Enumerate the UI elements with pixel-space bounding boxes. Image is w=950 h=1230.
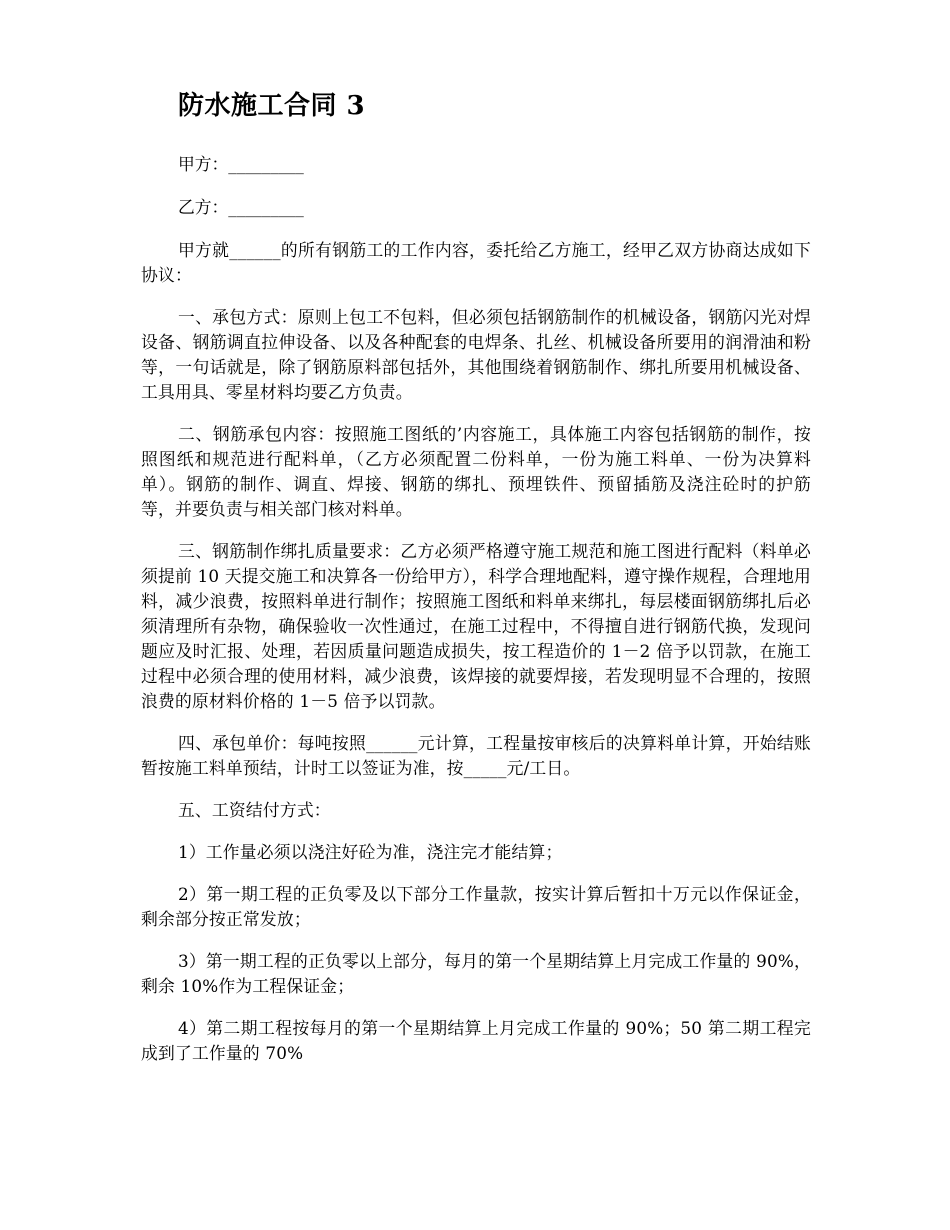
payment-item-4: 4）第二期工程按每月的第一个星期结算上月完成工作量的 90%；50 第二期工程完成到了工作量的 70%	[141, 1018, 811, 1063]
party-b-line: 乙方：_________	[177, 197, 304, 217]
section-quality-requirements: 三、钢筋制作绑扎质量要求：乙方必须严格遵守施工规范和施工图进行配料（料单必须提前 10 天提交施工和决算各一份给甲方），科学合理地配料，遵守操作规程，合理地用料，减少浪费，按照料单进行制作；按照施工图纸和料单来绑扎，每层楼面钢筋绑扎后必须清理所有杂物，确保验收一次性通过，在施工过程中，不得擅自进行钢筋代换，发现问题应及时汇报、处理，若因质量问题造成损失，按工程造价的 1－2 倍予以罚款，在施工过程中必须合理的使用材料，减少浪费，该焊接的就要焊接，若发现明显不合理的，按照浪费的原材料价格的 1－5 倍予以罚款。	[141, 541, 811, 711]
section-contract-content: 二、钢筋承包内容：按照施工图纸的’内容施工，具体施工内容包括钢筋的制作，按照图纸和规范进行配料单，（乙方必须配置二份料单，一份为施工料单、一份为决算料单）。钢筋的制作、调直、焊接、钢筋的绑扎、预埋铁件、预留插筋及浇注砼时的护筋等，并要负责与相关部门核对料单。	[141, 424, 811, 519]
section-payment-method: 五、工资结付方式：	[177, 800, 331, 820]
section-contract-method: 一、承包方式：原则上包工不包料，但必须包括钢筋制作的机械设备，钢筋闪光对焊设备、钢筋调直拉伸设备、以及各种配套的电焊条、扎丝、机械设备所要用的润滑油和粉等，一句话就是，除了钢筋原料部包括外，其他围绕着钢筋制作、绑扎所要用机械设备、工具用具、零星材料均要乙方负责。	[141, 307, 811, 402]
payment-item-2: 2）第一期工程的正负零及以下部分工作量款，按实计算后暂扣十万元以作保证金，剩余部分按正常发放；	[141, 884, 811, 929]
intro-paragraph: 甲方就______的所有钢筋工的工作内容，委托给乙方施工，经甲乙双方协商达成如下协议：	[141, 240, 811, 285]
section-unit-price: 四、承包单价：每吨按照______元计算，工程量按审核后的决算料单计算，开始结账暂按施工料单预结，计时工以签证为准，按_____元/工日。	[141, 733, 811, 778]
payment-item-3: 3）第一期工程的正负零以上部分，每月的第一个星期结算上月完成工作量的 90%，剩余 10%作为工程保证金；	[141, 951, 811, 996]
party-a-line: 甲方：_________	[177, 154, 304, 174]
document-title: 防水施工合同 3	[178, 91, 366, 121]
document-body	[141, 152, 811, 1083]
payment-item-1: 1）工作量必须以浇注好砼为准，浇注完才能结算；	[177, 842, 563, 862]
